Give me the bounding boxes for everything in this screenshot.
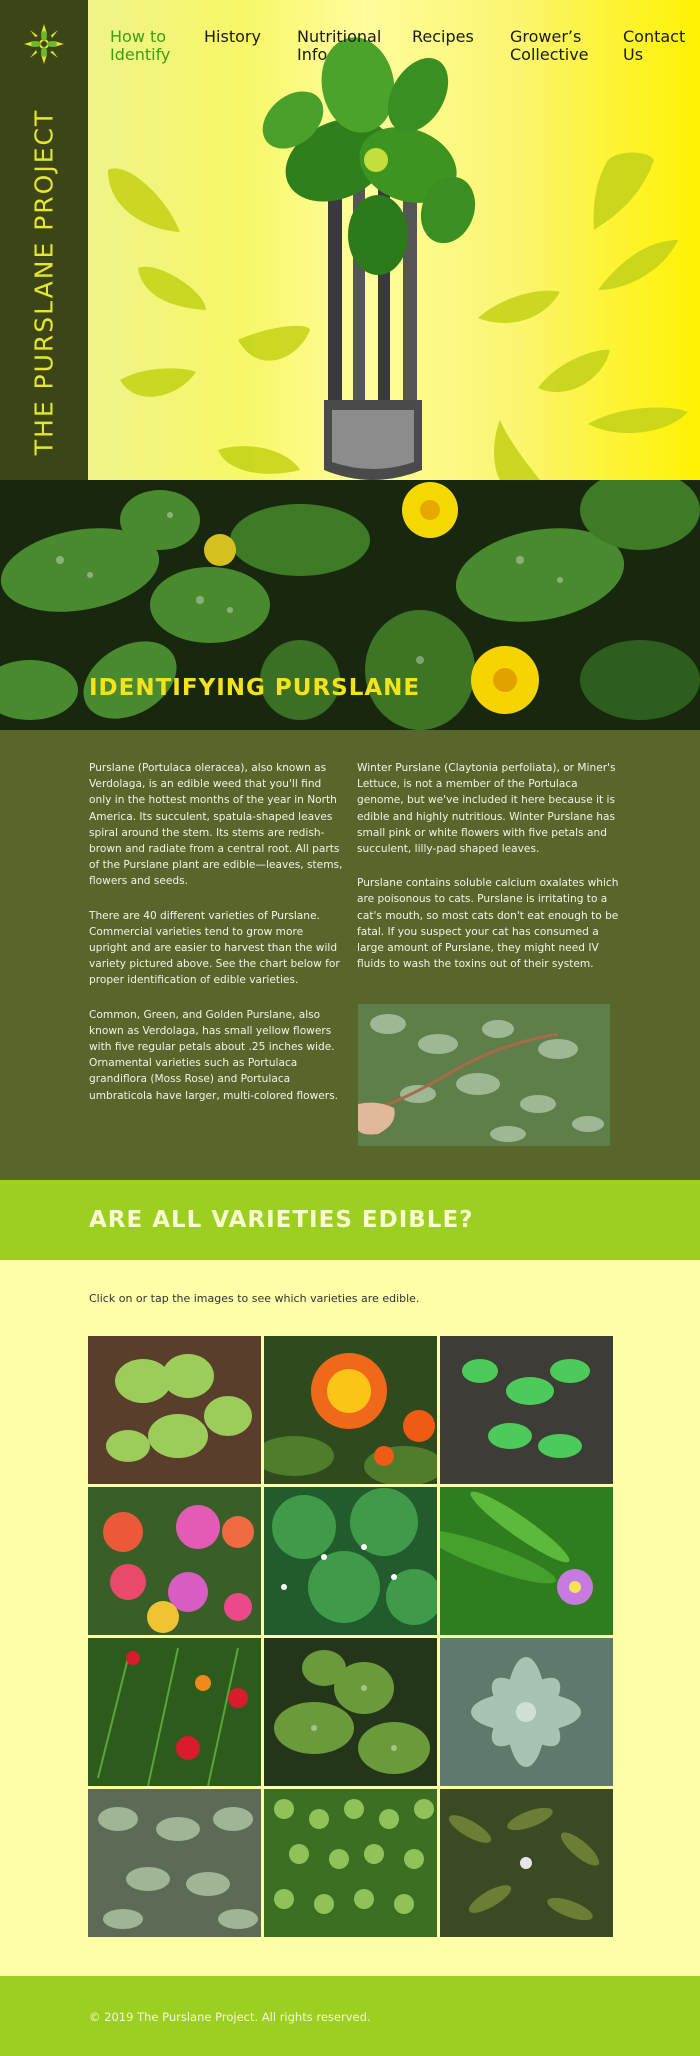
nav-label: Recipes bbox=[412, 27, 474, 46]
nav-how-to-identify[interactable] bbox=[110, 28, 170, 64]
nav-label: Identify bbox=[110, 45, 171, 64]
copyright-text: © 2019 The Purslane Project. All rights reserved. bbox=[89, 2010, 371, 2024]
purslane-in-hand-photo bbox=[358, 1004, 610, 1146]
gallery-tile-multicolor-moss-rose[interactable] bbox=[88, 1487, 261, 1635]
nav-label: Us bbox=[623, 45, 644, 64]
nav-contact-us[interactable] bbox=[623, 28, 685, 64]
nav-growers-collective[interactable] bbox=[510, 28, 589, 64]
text-column-right bbox=[357, 760, 619, 990]
gallery-tile-bright-green[interactable] bbox=[440, 1336, 613, 1484]
footer bbox=[0, 1976, 700, 2056]
red-moss-rose-image bbox=[88, 1638, 261, 1786]
section-title-identifying: IDENTIFYING PURSLANE bbox=[89, 675, 421, 701]
varieties-gallery bbox=[88, 1336, 612, 1938]
gallery-instructions: Click on or tap the images to see which varieties are edible. bbox=[89, 1292, 420, 1305]
nav-label: How to bbox=[110, 27, 167, 46]
section-title-edible: ARE ALL VARIETIES EDIBLE? bbox=[89, 1207, 474, 1233]
silver-succulent-image bbox=[440, 1638, 613, 1786]
orange-moss-rose-image bbox=[264, 1336, 437, 1484]
site-title: THE PURSLANE PROJECT bbox=[29, 108, 59, 456]
paragraph: Purslane (Portulaca oleracea), also known as Verdolaga, is an edible weed that you'll find only in the hottest months of the year in North America. Its succulent, spatula-shaped leaves spiral around the stem. Its stems are redish-brown and radiate from a central root. All parts of the Purslane plant are edible—leaves, stems, flowers and seeds. bbox=[89, 762, 343, 888]
nav-nutritional-info[interactable] bbox=[297, 28, 381, 64]
common-green-purslane-image bbox=[88, 1336, 261, 1484]
gallery-tile-pink-purslane[interactable] bbox=[440, 1487, 613, 1635]
paragraph: Common, Green, and Golden Purslane, also known as Verdolaga, has small yellow flowers with five regular petals about .25 inches wide. Ornamental varieties such as Portulaca grandiflora (Moss Rose) and Portulaca umbraticola have larger, multi-colored flowers. bbox=[89, 1008, 339, 1102]
bright-green-purslane-image bbox=[440, 1336, 613, 1484]
gallery-tile-common-green[interactable] bbox=[88, 1336, 261, 1484]
wet-purslane-leaves-image bbox=[264, 1638, 437, 1786]
nav-label: History bbox=[204, 27, 261, 46]
gallery-tile-silver-succulent[interactable] bbox=[440, 1638, 613, 1786]
gallery-tile-red-moss-rose[interactable] bbox=[88, 1638, 261, 1786]
gallery-tile-orange-moss-rose[interactable] bbox=[264, 1336, 437, 1484]
nav-label: Collective bbox=[510, 45, 589, 64]
gallery-tile-dark-patch[interactable] bbox=[440, 1789, 613, 1937]
nav-history[interactable] bbox=[204, 28, 261, 46]
hero bbox=[0, 0, 700, 480]
paragraph: Purslane contains soluble calcium oxalates which are poisonous to cats. Purslane is irritating to a cat's mouth, so most cats don't eat enough to be fatal. If you suspect your cat has consumed a large amount of Purslane, they might need IV fluids to wash the toxins out of their system. bbox=[357, 877, 619, 971]
paragraph: Winter Purslane (Claytonia perfoliata), or Miner's Lettuce, is not a member of the Portulaca genome, but we've included it here because it is edible and highly nutritious. Winter Purslane has small pink or white flowers with five petals and succulent, lilly-pad shaped leaves. bbox=[357, 762, 616, 856]
pink-purslane-flower-image bbox=[440, 1487, 613, 1635]
identify-text-section bbox=[0, 730, 700, 1180]
gallery-tile-miners-lettuce[interactable] bbox=[264, 1487, 437, 1635]
dark-purslane-patch-image bbox=[440, 1789, 613, 1937]
gray-green-purslane-image bbox=[88, 1789, 261, 1937]
gallery-tile-wet-purslane[interactable] bbox=[264, 1638, 437, 1786]
edible-banner bbox=[0, 1180, 700, 1260]
nav-label: Nutritional bbox=[297, 27, 382, 46]
ground-cover-purslane-image bbox=[264, 1789, 437, 1937]
paragraph: There are 40 different varieties of Purslane. Commercial varieties tend to grow more upright and are easier to harvest than the wild variety pictured above. See the chart below for proper identification of edible varieties. bbox=[89, 909, 340, 987]
nav-label: Grower’s bbox=[510, 27, 582, 46]
text-column-left bbox=[89, 760, 344, 1122]
nav-label: Info bbox=[297, 45, 328, 64]
miners-lettuce-image bbox=[264, 1487, 437, 1635]
multicolor-moss-rose-image bbox=[88, 1487, 261, 1635]
main-nav bbox=[0, 28, 700, 88]
gallery-tile-gray-green[interactable] bbox=[88, 1789, 261, 1937]
nav-label: Contact bbox=[623, 27, 686, 46]
nav-recipes[interactable] bbox=[412, 28, 474, 46]
purslane-hand-image bbox=[358, 1004, 610, 1146]
gallery-tile-ground-cover[interactable] bbox=[264, 1789, 437, 1937]
